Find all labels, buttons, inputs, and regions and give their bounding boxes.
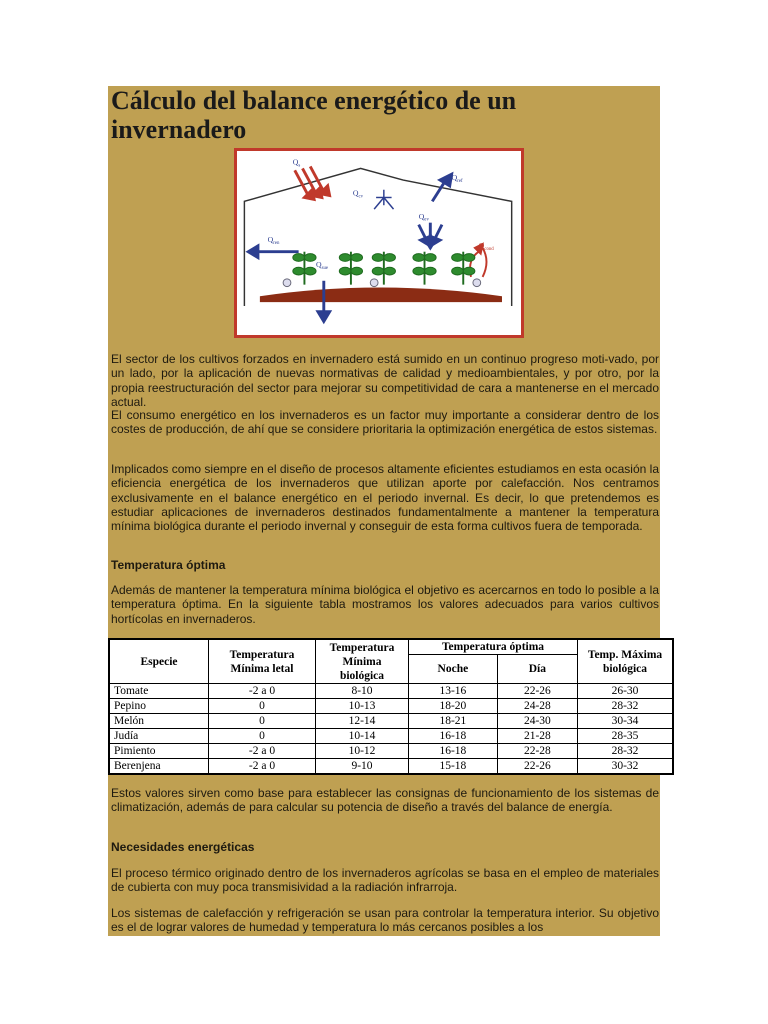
cell-value: 30-32 (578, 759, 674, 775)
label-qev: $Q_{ev}$ (418, 211, 429, 223)
greenhouse-diagram (234, 148, 524, 338)
greenhouse-diagram-svg (237, 151, 521, 335)
solar-radiation-arrows (295, 166, 330, 199)
header-noche: Noche (409, 655, 498, 684)
label-qs: $Q_s$ (292, 157, 301, 169)
label-qcond: $Q_{cond}$ (478, 240, 494, 252)
table-row (109, 759, 673, 775)
cell-value: 10-14 (316, 729, 409, 744)
cell-value: 22-26 (497, 759, 577, 775)
cell-value: 13-16 (409, 684, 498, 699)
cell-value: 10-13 (316, 699, 409, 714)
cell-value: 10-12 (316, 744, 409, 759)
table-row (109, 699, 673, 714)
cell-value: 30-34 (578, 714, 674, 729)
cell-value: 28-32 (578, 744, 674, 759)
cell-value: 26-30 (578, 684, 674, 699)
cell-especie: Melón (109, 714, 209, 729)
cell-value: 8-10 (316, 684, 409, 699)
table-row (109, 714, 673, 729)
paragraph-proceso: El proceso térmico originado dentro de los invernaderos agrícolas se basa en el empleo de materiales de cubierta con muy poca transmisividad a la radiación infrarroja. (111, 866, 659, 895)
cell-value: 24-28 (497, 699, 577, 714)
cell-especie: Pepino (109, 699, 209, 714)
cell-especie: Berenjena (109, 759, 209, 775)
cell-value: -2 a 0 (209, 684, 316, 699)
cell-value: -2 a 0 (209, 744, 316, 759)
paragraph-temperatura: Además de mantener la temperatura mínima biológica el objetivo es acercarnos en todo lo posible a la temperatura óptima. En la siguiente tabla mostramos los valores adecuados para varios cultivos hortícolas en invernaderos. (111, 583, 659, 626)
table-row (109, 744, 673, 759)
cell-value: 0 (209, 699, 316, 714)
cell-value: 15-18 (409, 759, 498, 775)
evaporation-arrows (419, 223, 442, 248)
paragraph-sistemas: Los sistemas de calefacción y refrigeración se usan para controlar la temperatura interior. Su objetivo es el de lograr valores de humedad y temperatura lo más cercanos posibles a los (111, 906, 659, 935)
paragraph-consumption: El consumo energético en los invernaderos es un factor muy importante a considerar dentro de los costes de producción, de ahí que se considere prioritaria la optimización energética de estos sistemas. (111, 408, 659, 437)
header-dia: Día (497, 655, 577, 684)
cell-value: 18-20 (409, 699, 498, 714)
cell-value: 22-28 (497, 744, 577, 759)
document-page-lower (108, 776, 660, 936)
cell-value: 16-18 (409, 729, 498, 744)
header-letal: Temperatura Mínima letal (209, 639, 316, 684)
table-row (109, 684, 673, 699)
renewal-arrow (248, 246, 298, 258)
cell-value: 28-35 (578, 729, 674, 744)
convection-icon (374, 190, 393, 209)
label-qren: $Q_{ren}$ (267, 235, 280, 246)
header-optima: Temperatura óptima (409, 639, 578, 655)
paragraph-implicados: Implicados como siempre en el diseño de procesos altamente eficientes estudiamos en esta ocasión la eficiencia energética de los invernaderos que utilizan aporte por calefacción. Nos centramos exclusivamente en el balance energético en el periodo invernal. Es decir, lo que pretendemos es estudiar aplicaciones de invernaderos destinados fundamentalmente a mantener la temperatura mínima biológica durante el periodo invernal y conseguir de esta forma cultivos fuera de temporada. (111, 462, 659, 534)
cell-value: 0 (209, 729, 316, 744)
header-maxima: Temp. Máxima biológica (578, 639, 674, 684)
paragraph-intro: El sector de los cultivos forzados en invernadero está sumido en un continuo progreso moti-vado, por un lado, por la aplicación de nuevas normativas de calidad y medioambientales, y por otro, por la propia reestructuración del sector para mejorar su competitividad de cara a mantenerse en el mercado actual. (111, 352, 659, 409)
paragraph-valores: Estos valores sirven como base para establecer las consignas de funcionamiento de los sistemas de climatización, además de para calcular su potencia de diseño a través del balance de energía. (111, 786, 659, 815)
cell-value: 24-30 (497, 714, 577, 729)
cell-especie: Pimiento (109, 744, 209, 759)
table-body (109, 684, 673, 775)
soil-shape (260, 288, 502, 303)
heading-necesidades: Necesidades energéticas (111, 840, 255, 854)
cell-value: -2 a 0 (209, 759, 316, 775)
cell-especie: Tomate (109, 684, 209, 699)
header-minima: Temperatura Mínima biológica (316, 639, 409, 684)
label-qcv: $Q_{cv}$ (352, 188, 364, 200)
crop-temperature-table (108, 638, 674, 775)
cell-especie: Judía (109, 729, 209, 744)
page-title: Cálculo del balance energético de un invernadero (111, 86, 517, 144)
header-especie: Especie (109, 639, 209, 684)
crop-temperature-table-wrap (108, 638, 674, 775)
cell-value: 9-10 (316, 759, 409, 775)
heater-pipes (283, 279, 481, 287)
cell-value: 18-21 (409, 714, 498, 729)
cell-value: 16-18 (409, 744, 498, 759)
heading-temperatura-optima: Temperatura óptima (111, 558, 226, 572)
cell-value: 22-26 (497, 684, 577, 699)
table-row (109, 729, 673, 744)
cell-value: 0 (209, 714, 316, 729)
label-qref: $Q_{ref}$ (451, 173, 463, 184)
cell-value: 12-14 (316, 714, 409, 729)
cell-value: 28-32 (578, 699, 674, 714)
label-qsue: $Q_{sue}$ (316, 260, 329, 272)
reflection-arrow (432, 174, 451, 201)
cell-value: 21-28 (497, 729, 577, 744)
